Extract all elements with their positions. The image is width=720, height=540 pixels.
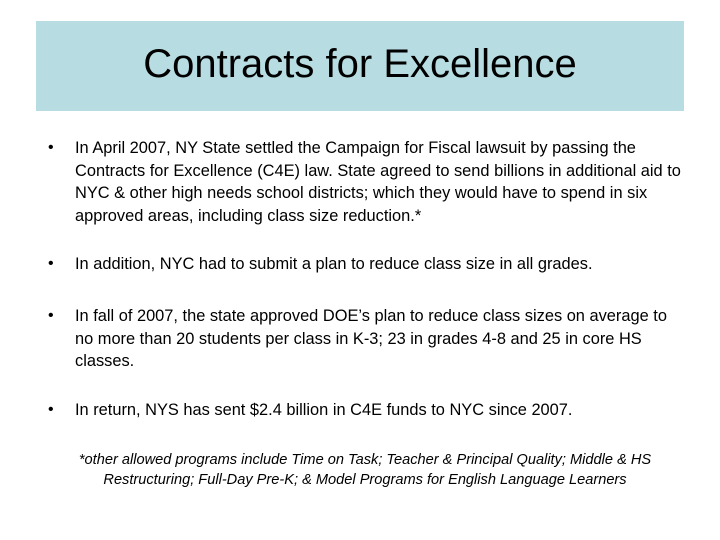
bullet-text-3: In fall of 2007, the state approved DOE’s plan to reduce class sizes on average to no more than 20 students per class in K-3; 23 in grades 4-8 and 25 in core HS classes. (75, 307, 667, 370)
bullet-text-2: In addition, NYC had to submit a plan to reduce class size in all grades. (75, 255, 593, 273)
title-banner (36, 21, 684, 111)
bullet-marker: • (48, 401, 54, 418)
slide-title: Contracts for Excellence (143, 41, 577, 86)
footnote: *other allowed programs include Time on Task; Teacher & Principal Quality; Middle & HS Restructuring; Full-Day Pre-K; & Model Programs for English Language Learners (78, 452, 652, 488)
bullet-marker: • (48, 139, 54, 156)
bullet-text-1: In April 2007, NY State settled the Campaign for Fiscal lawsuit by passing the Contracts for Excellence (C4E) law. State agreed to send billions in additional aid to NYC & other high needs school districts; which they would have to spend in six approved areas, including class size reduction.* (75, 139, 681, 225)
bullet-text-4: In return, NYS has sent $2.4 billion in C4E funds to NYC since 2007. (75, 401, 573, 419)
bullet-marker: • (48, 307, 54, 324)
bullet-marker: • (48, 255, 54, 272)
